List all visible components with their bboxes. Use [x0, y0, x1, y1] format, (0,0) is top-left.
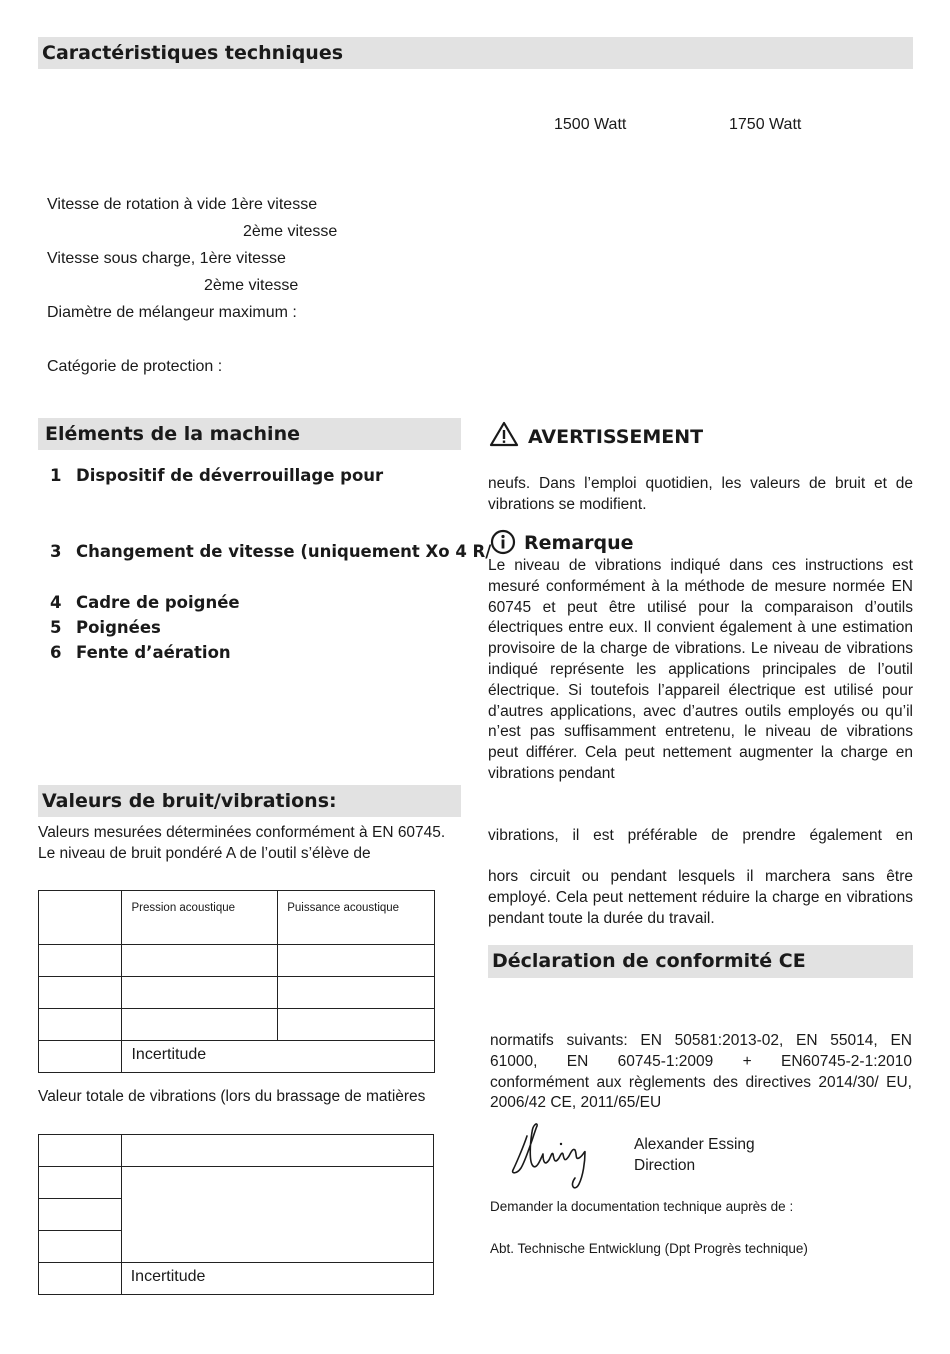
element-label: Changement de vitesse (uniquement Xo 4 R/	[76, 542, 492, 561]
table-cell	[278, 1009, 435, 1041]
vibration-table-merged-cell	[121, 1167, 433, 1263]
element-item-6	[50, 643, 231, 662]
noise-table-corner	[39, 891, 122, 945]
element-label: Cadre de poignée	[76, 593, 240, 612]
element-number: 1	[50, 466, 62, 485]
doc-department-text: Abt. Technische Entwicklung (Dpt Progrès technique)	[490, 1241, 808, 1256]
table-cell	[122, 1009, 278, 1041]
spec-line-load-speed-1: Vitesse sous charge, 1ère vitesse	[47, 250, 286, 267]
table-cell	[122, 977, 278, 1009]
noise-table	[38, 890, 435, 1073]
noise-intro-text: Valeurs mesurées déterminées conformément à EN 60745. Le niveau de bruit pondéré A de l’outil s’élève de	[38, 824, 446, 862]
remark-text-3: hors circuit ou pendant lesquels il marchera sans être employé. Cela peut nettement réduire la charge en vibrations pendant toute la durée du travail.	[488, 868, 913, 927]
table-cell	[39, 1263, 122, 1295]
element-number: 3	[50, 542, 62, 561]
signatory-role: Direction	[634, 1157, 696, 1174]
noise-table-header-power: Puissance acoustique	[278, 891, 435, 945]
element-number: 5	[50, 618, 62, 637]
table-cell	[39, 945, 122, 977]
table-cell	[39, 1009, 122, 1041]
table-cell	[39, 1167, 122, 1199]
element-label: Poignées	[76, 618, 161, 637]
warning-triangle-icon	[489, 421, 519, 447]
info-circle-icon	[490, 529, 516, 555]
table-cell	[122, 945, 278, 977]
vibration-table-uncertainty: Incertitude	[121, 1263, 433, 1295]
signatory-name: Alexander Essing	[634, 1136, 755, 1153]
remark-text: Le niveau de vibrations indiqué dans ces instructions est mesuré conformément à la méthode de mesure normée EN 60745 et peut être utilisé pour la comparaison d’outils électriques entre eux. Il convient également à une estimation provisoire de la charge de vibrations. Le niveau de vibrations indiqué représente les applications principales de l’outil électrique. Si toutefois l’appareil électrique est utilisé pour d’autres applications, avec d’autres outils employés ou qu’il n’est pas suffisamment entretenu, le niveau de vibrations peut différer. Cela peut nettement augmenter la charge en vibrations pendant	[488, 557, 913, 782]
table-cell	[39, 1041, 122, 1073]
power-value-1: 1500 Watt	[554, 116, 627, 133]
signature-image	[505, 1118, 600, 1196]
element-item-1	[50, 466, 383, 485]
element-label: Dispositif de déverrouillage pour	[76, 466, 384, 485]
tech-section-title: Caractéristiques techniques	[38, 37, 913, 69]
spec-line-idle-speed-1: Vitesse de rotation à vide 1ère vitesse	[47, 196, 318, 213]
doc-request-text: Demander la documentation technique auprès de :	[490, 1199, 794, 1214]
noise-table-uncertainty: Incertitude	[122, 1041, 435, 1073]
remark-title: Remarque	[524, 532, 634, 554]
element-number: 4	[50, 593, 62, 612]
table-cell	[39, 1135, 122, 1167]
spec-line-protection-class: Catégorie de protection :	[47, 358, 223, 375]
table-cell	[278, 977, 435, 1009]
element-label: Fente d’aération	[76, 643, 231, 662]
warning-text: neufs. Dans l’emploi quotidien, les valeurs de bruit et de vibrations se modifient.	[488, 475, 913, 513]
table-cell	[278, 945, 435, 977]
ce-text: normatifs suivants: EN 50581:2013-02, EN 55014, EN 61000, EN 60745-1:2009 + EN60745-2-1:2010 conformément aux règlements des directives 2014/30/ EU, 2006/42 CE, 2011/65/EU	[490, 1032, 912, 1112]
element-item-4	[50, 593, 240, 612]
element-item-3	[50, 542, 491, 561]
spec-line-idle-speed-2: 2ème vitesse	[243, 223, 338, 240]
table-cell	[39, 1231, 122, 1263]
spec-line-load-speed-2: 2ème vitesse	[204, 277, 299, 294]
element-number: 6	[50, 643, 62, 662]
vibration-table	[38, 1134, 434, 1295]
table-cell	[121, 1135, 433, 1167]
elements-section-title: Eléments de la machine	[38, 418, 461, 450]
noise-table-header-pressure: Pression acoustique	[122, 891, 278, 945]
warning-title: AVERTISSEMENT	[528, 426, 704, 448]
power-value-2: 1750 Watt	[729, 116, 802, 133]
element-item-5	[50, 618, 161, 637]
spec-line-mixer-diameter: Diamètre de mélangeur maximum :	[47, 304, 297, 321]
table-cell	[39, 977, 122, 1009]
table-cell	[39, 1199, 122, 1231]
vibration-total-text: Valeur totale de vibrations (lors du brassage de matières	[38, 1088, 426, 1105]
noise-section-title: Valeurs de bruit/vibrations:	[38, 785, 461, 817]
remark-text-2: vibrations, il est préférable de prendre également en	[488, 827, 913, 844]
ce-section-title: Déclaration de conformité CE	[488, 945, 913, 978]
